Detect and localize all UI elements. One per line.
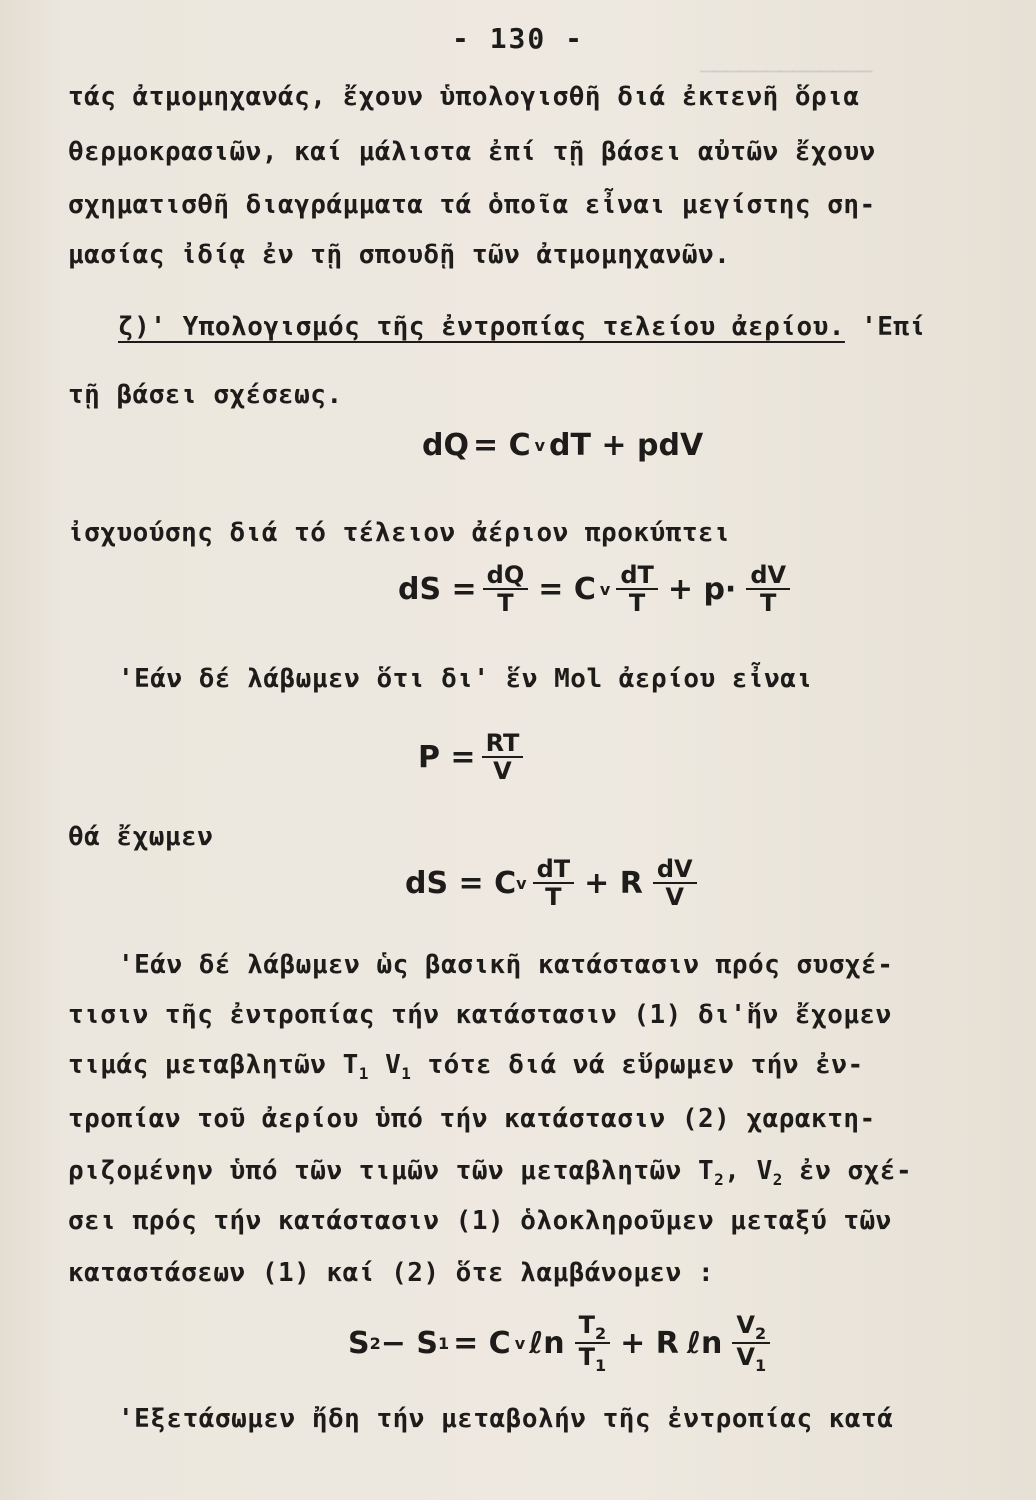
equation-4 [405,856,703,911]
eq5-f1-num-sub: 2 [595,1323,607,1343]
eq3-lhs: P = [418,739,476,775]
eq5-frac-2 [732,1312,770,1375]
text-line-12a: τιμάς μεταβλητῶν T [68,1050,359,1080]
eq5-f2-num-sub: 2 [754,1323,767,1343]
equation-5 [348,1312,776,1375]
eq2-f2-den: T [628,589,646,618]
text-line-14a: ριζομένην ὑπό τῶν τιμῶν τῶν μεταβλητῶν T [68,1156,715,1186]
eq4-frac-1 [533,856,575,911]
section-heading-row [118,312,1028,342]
eq4-f2-num: dV [653,856,697,884]
text-line-12-row [68,1050,978,1083]
eq5-frac-1 [575,1312,611,1375]
page-number: - 130 - [451,22,584,55]
eq3-num: RT [482,730,524,758]
text-line-8: 'Εάν δέ λάβωμεν ὅτι δι' ἕν Μοl ἀερίου εἶναι [118,664,813,694]
eq5-eq-c: = C [453,1325,511,1361]
v1-sub: 1 [401,1064,412,1084]
eq4-f2-den: V [665,883,684,912]
equation-1 [422,428,707,463]
eq5-f1-den-t: T [578,1343,596,1372]
text-line-4: μασίας ἰδίᾳ ἐν τῇ σπουδῇ τῶν ἀτμομηχανῶν. [68,240,731,270]
eq3-frac [482,730,524,785]
text-line-2: θερμοκρασιῶν, καί μάλιστα ἐπί τῇ βάσει αὐτῶν ἔχουν [68,137,876,167]
text-line-9: θά ἔχωμεν [68,822,214,852]
text-line-7: ἰσχυούσης διά τό τέλειον ἀέριον προκύπτει [68,518,731,548]
text-line-11: τισιν τῆς ἐντροπίας τήν κατάστασιν (1) δι'ἥν ἔχομεν [68,1000,892,1030]
eq5-f1-den [575,1344,611,1374]
eq5-f2-den [732,1344,770,1374]
eq1-rest: dT + pdV [549,428,704,463]
equation-2 [398,562,796,617]
eq1-rhs: = C [472,428,531,463]
text-line-15: σει πρός τήν κατάστασιν (1) ὁλοκληροῦμεν μεταξύ τῶν [68,1206,892,1236]
eq2-sub: v [599,579,611,599]
eq1-lhs: dQ [422,428,469,463]
eq5-f1-den-sub: 1 [595,1356,607,1376]
eq3-den: V [493,757,512,786]
eq5-f1-num-t: T [578,1311,596,1339]
text-line-12b: τότε διά νά εὕρωμεν τήν ἐν- [427,1050,864,1080]
eq2-f3-den: T [760,589,777,618]
text-line-6: τῇ βάσει σχέσεως. [68,380,343,410]
eq5-ln-2: ℓn [686,1325,723,1361]
text-line-14-row: ριζομένην ὑπό τῶν τιμῶν τῶν μεταβλητῶν $T_2$, $V_2$ ἐν σχέ- [68,1156,913,1190]
eq5-ln-1: ℓn [529,1325,565,1361]
text-line-10: 'Εάν δέ λάβωμεν ὡς βασικῆ κατάστασιν πρός συσχέ- [118,950,894,980]
text-line-1: τάς ἀτμομηχανάς, ἔχουν ὑπολογισθῆ διά ἐκτενῆ ὅρια [68,82,860,112]
eq5-plus-r: + R [620,1325,679,1361]
eq4-lhs: dS = C [405,865,517,901]
eq4-mid: + R [584,865,643,901]
eq2-mid: = C [538,571,596,607]
text-line-16: καταστάσεων (1) καί (2) ὅτε λαμβάνομεν : [68,1258,715,1288]
v1-label: V [385,1050,402,1080]
section-heading: ζ)' Υπολογισμός τῆς ἐντροπίας τελείου ἀερίου. [118,312,845,342]
eq2-frac-1 [483,562,529,617]
text-line-17: 'Εξετάσωμεν ἤδη τήν μεταβολήν τῆς ἐντροπίας κατά [118,1404,894,1434]
eq5-f2-den-v: V [736,1343,755,1372]
eq2-lhs: dS = [398,571,477,607]
eq5-f1-num [575,1312,611,1344]
eq5-f2-num-v: V [736,1311,755,1339]
eq2-f1-num: dQ [483,562,529,590]
eq2-f3-num: dV [746,562,790,590]
v2-sub: 2 [772,1170,783,1190]
eq5-minus-s: − S [380,1325,438,1361]
eq2-frac-2 [616,562,658,617]
eq4-sub: v [516,873,527,893]
equation-3 [418,730,529,785]
eq5-sub-v: v [514,1333,526,1353]
eq5-s: S [348,1325,370,1361]
eq5-s1: 1 [437,1333,450,1353]
eq5-s2: 2 [369,1333,381,1353]
eq2-plus: + p· [667,571,737,607]
text-line-14b: ἐν σχέ- [799,1156,913,1186]
eq4-f1-num: dT [533,856,575,884]
eq5-f2-num [732,1312,770,1344]
eq4-frac-2 [653,856,697,911]
text-line-13: τροπίαν τοῦ ἀερίου ὑπό τήν κατάστασιν (2) χαρακτη- [68,1104,876,1134]
eq2-f2-num: dT [616,562,658,590]
v2-label: V [756,1156,773,1186]
t1-sub: 1 [358,1064,369,1084]
eq2-f1-den: T [497,589,514,618]
text-line-3: σχηματισθῆ διαγράμματα τά ὁποῖα εἶναι μεγίστης ση- [68,190,876,220]
eq5-f2-den-sub: 1 [754,1356,767,1376]
eq2-frac-3 [746,562,790,617]
bleed-through-decoration: ───────────── [700,60,873,85]
eq1-sub: v [534,436,546,455]
eq4-f1-den: T [545,883,562,912]
t2-sub: 2 [714,1170,725,1190]
heading-continuation: 'Επί [861,312,926,342]
